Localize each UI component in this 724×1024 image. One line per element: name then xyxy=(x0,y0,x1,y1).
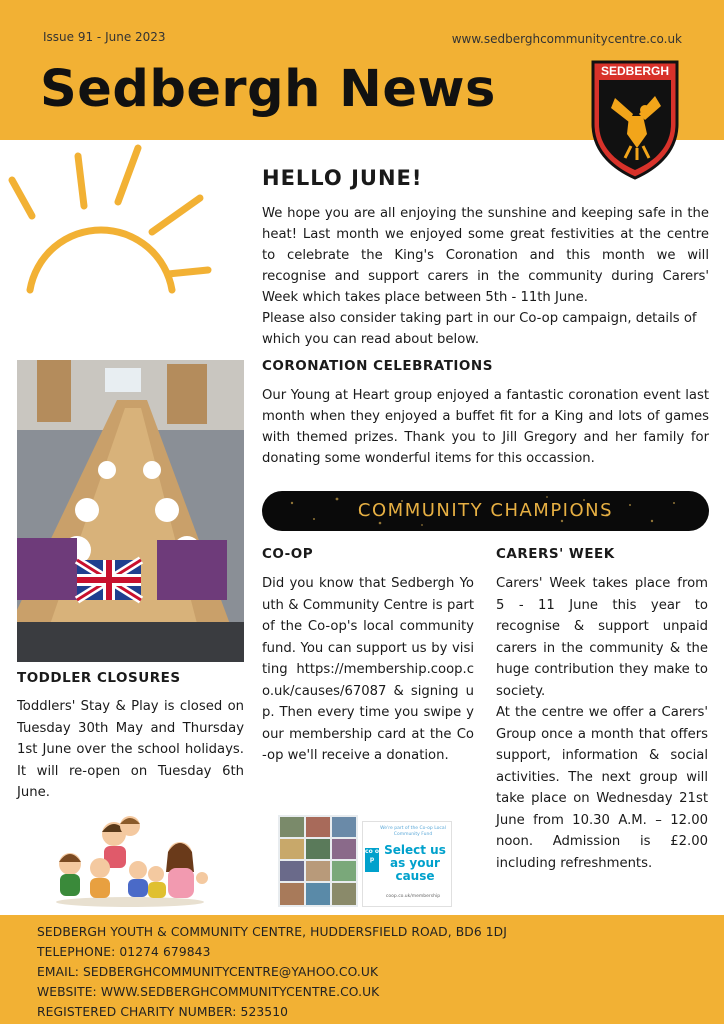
footer-charity-number: REGISTERED CHARITY NUMBER: 523510 xyxy=(37,1005,289,1019)
footer-address: SEDBERGH YOUTH & COMMUNITY CENTRE, HUDDERSFIELD ROAD, BD6 1DJ xyxy=(37,925,507,939)
footer-email[interactable]: EMAIL: SEDBERGHCOMMUNITYCENTRE@YAHOO.CO.UK xyxy=(37,965,379,979)
intro-paragraph-2: Please also consider taking part in our Co-op campaign, details of which you can read about below. xyxy=(262,311,697,347)
carers-week-text xyxy=(496,573,708,874)
coop-poster-image xyxy=(278,815,452,907)
website-link[interactable]: www.sedberghcommunitycentre.co.uk xyxy=(451,32,682,46)
coop-poster-panel xyxy=(362,821,452,907)
sun-icon xyxy=(0,140,240,330)
children-illustration xyxy=(52,812,208,908)
coronation-table-photo xyxy=(17,360,244,662)
carers-paragraph-2: At the centre we offer a Carers' Group once a month that offers support, information & social activities. The next group will take place on Wednesday 21st June from 10.30 A.M. – 12.00 noon. Admission is £2.00 including refreshments. xyxy=(496,705,708,871)
masthead-title: Sedbergh News xyxy=(40,60,496,119)
coronation-text: Our Young at Heart group enjoyed a fantastic coronation event last month when they enjoyed a buffet fit for a King and lots of games with themed prizes. Thank you to Jill Gregory and her family for donating some wonderful items for this occassion. xyxy=(262,388,709,466)
footer-band xyxy=(0,915,724,1024)
footer-telephone: TELEPHONE: 01274 679843 xyxy=(37,945,211,959)
issue-label: Issue 91 - June 2023 xyxy=(43,30,166,44)
coop-poster-collage xyxy=(278,815,358,907)
svg-text:SEDBERGH: SEDBERGH xyxy=(600,64,670,78)
carers-week-heading: CARERS' WEEK xyxy=(496,546,615,562)
hello-june-heading: HELLO JUNE! xyxy=(262,166,423,190)
community-champions-banner xyxy=(262,491,709,531)
coop-logo-icon: co op xyxy=(365,848,379,872)
coop-heading: CO-OP xyxy=(262,546,314,562)
sedbergh-crest-logo xyxy=(589,58,681,182)
footer-website[interactable]: WEBSITE: WWW.SEDBERGHCOMMUNITYCENTRE.CO.UK xyxy=(37,985,380,999)
intro-text xyxy=(262,203,709,350)
banner-text: COMMUNITY CHAMPIONS xyxy=(357,500,614,521)
coop-poster-url: coop.co.uk/membership xyxy=(385,894,441,899)
coronation-heading: CORONATION CELEBRATIONS xyxy=(262,358,493,374)
coop-poster-small-text: We're part of the Co-op Local Community Fund xyxy=(380,826,446,837)
intro-paragraph-1: We hope you are all enjoying the sunshine and keeping safe in the heat! Last month we enjoyed some great festivities at the centre to celebrate the King's Coronation and this month we will recognise and support carers in the community during Carers' Week which takes place between 5th - 11th June. xyxy=(262,206,709,305)
coop-poster-main-text: Select us as your cause xyxy=(384,843,446,883)
toddler-closures-text: Toddlers' Stay & Play is closed on Tuesday 30th May and Thursday 1st June over the school holidays. It will re-open on Tuesday 6th June. xyxy=(17,699,244,800)
carers-paragraph-1: Carers' Week takes place from 5 - 11 June this year to recognise & support unpaid carers in the community & the huge contribution they make to society. xyxy=(496,576,708,699)
toddler-closures-heading: TODDLER CLOSURES xyxy=(17,670,181,686)
coop-text: Did you know that Sedbergh Youth & Community Centre is part of the Co-op's local community fund. You can support us by visiting https://membership.coop.co.uk/causes/67087 & signing up. Then every time you swipe your membership card at the Co-op we'll receive a donation. xyxy=(262,576,474,763)
